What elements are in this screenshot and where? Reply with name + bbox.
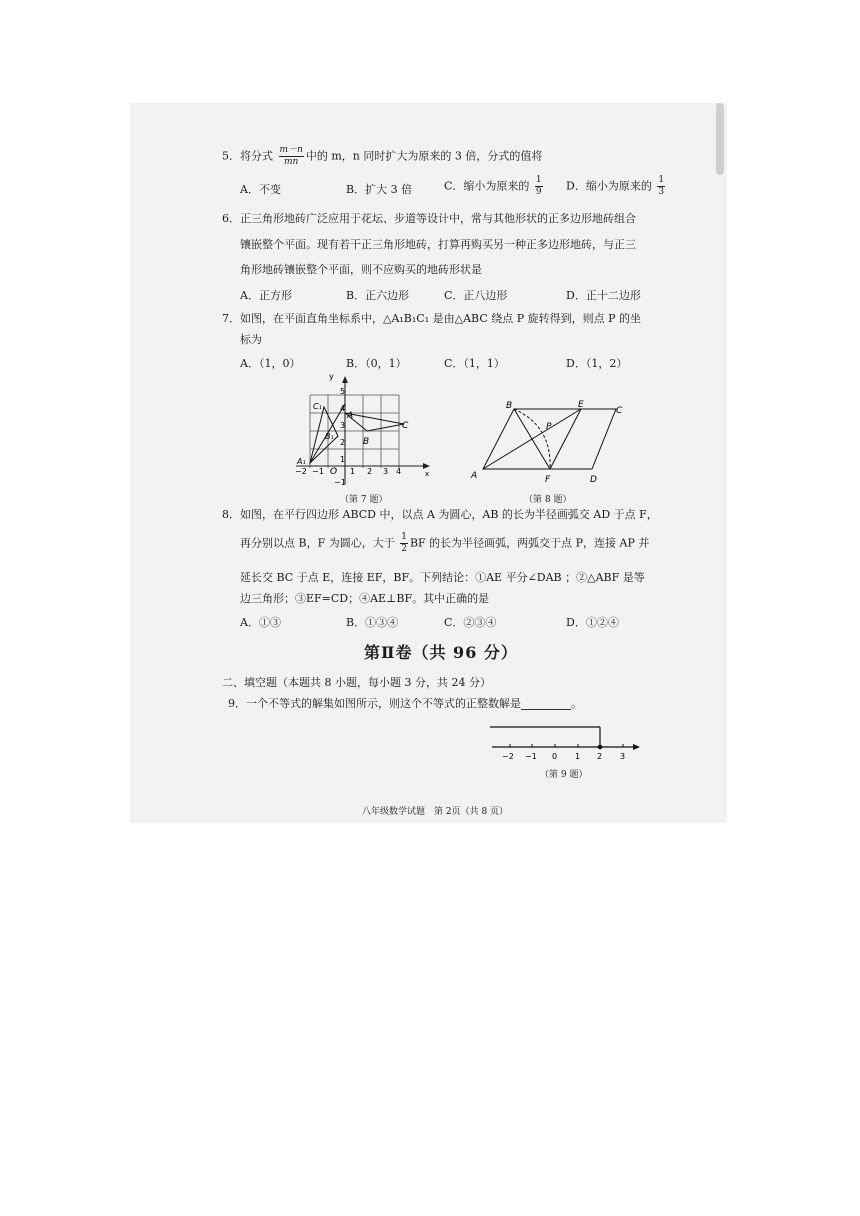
q6-line-1: 6．正三角形地砖广泛应用于花坛、步道等设计中，常与其他形状的正多边形地砖组合 [222, 212, 636, 225]
q6-line-3: 角形地砖镶嵌整个平面，则不应购买的地砖形状是 [240, 263, 482, 276]
q5-option-c[interactable]: C．缩小为原来的 $\frac{1}{9}$ [444, 175, 542, 197]
q7-y-tick: −1 [334, 478, 346, 487]
section-title: 第Ⅱ卷（共 96 分） [364, 643, 518, 662]
q7-option-c[interactable]: C．（1，1） [444, 357, 505, 370]
q8-parallelogram-figure [466, 396, 638, 488]
q8-line-2: 再分别以点 B，F 为圆心，大于 $\frac{1}{2}$ BF 的长为半径画弧，两弧交于点 P，连接 AP 并 [240, 532, 650, 554]
q8-point-b: B [506, 401, 513, 411]
q7-y-tick: 2 [340, 438, 346, 447]
q9-stem: 9．一个不等式的解集如图所示，则这个不等式的正整数解是 。 [228, 697, 582, 710]
q8-option-a[interactable]: A．①③ [240, 616, 281, 629]
q7-y-tick: 1 [340, 455, 346, 464]
q9-tick: −2 [502, 752, 514, 761]
q9-axis-arrow [633, 744, 640, 750]
q7-point-a: A [347, 411, 354, 421]
q7-figure-caption: （第 7 题） [340, 495, 388, 505]
q8-line-4: 边三角形；③EF=CD；④AE⊥BF。其中正确的是 [240, 592, 490, 605]
q7-x-tick: 2 [367, 467, 373, 476]
q7-y-tick: 3 [340, 421, 346, 430]
q7-point-c1: C₁ [313, 402, 322, 411]
page-footer: 八年级数学试题 第 2页（共 8 页） [362, 807, 509, 817]
q9-tick: 0 [552, 752, 558, 761]
q8-figure-caption: （第 8 题） [524, 495, 572, 505]
q8-point-e: E [578, 400, 584, 410]
q7-x-tick: −1 [312, 467, 324, 476]
q8-point-c: C [616, 406, 623, 416]
q8-point-d: D [590, 475, 597, 485]
q7-line-2: 标为 [240, 333, 262, 346]
q7-triangle-abc [345, 413, 404, 431]
q8-line-1: 8．如图，在平行四边形 ABCD 中，以点 A 为圆心，AB 的长为半径画弧交 AD 于点 F， [222, 508, 658, 521]
q5-option-a[interactable]: A．不变 [240, 183, 281, 196]
q6-option-b[interactable]: B．正六边形 [346, 289, 410, 302]
q7-y-label: y [329, 372, 334, 381]
q6-line-2: 镶嵌整个平面。现有若干正三角形地砖，打算再购买另一种正多边形地砖，与正三 [240, 238, 636, 251]
scrollbar-thumb[interactable] [716, 103, 724, 175]
q5-stem: 5．将分式 $\frac{m-n}{mn}$ 中的 m，n 同时扩大为原来的 3 倍，分式的值将 [222, 145, 543, 167]
q7-x-tick: 4 [396, 467, 402, 476]
q7-point-b: B [363, 437, 370, 447]
q7-x-tick: 1 [350, 467, 356, 476]
q5-option-d[interactable]: D．缩小为原来的 $\frac{1}{3}$ [566, 175, 665, 197]
q8-point-p: P [546, 422, 552, 432]
q7-x-label: x [425, 470, 430, 478]
q7-x-arrow [423, 463, 430, 469]
q5-fraction: $\frac{m-n}{mn}$ [279, 145, 303, 167]
q7-y-arrow [342, 376, 348, 383]
q8-line-3: 延长交 BC 于点 E，连接 EF，BF。下列结论：①AE 平分∠DAB ；②△ABF 是等 [240, 571, 645, 584]
q8-line-bf [514, 409, 550, 469]
q8-option-d[interactable]: D．①②④ [566, 616, 619, 629]
q7-y-tick: 4 [340, 404, 346, 413]
q7-point-a1: A₁ [297, 457, 306, 466]
q7-point-b1: B₁ [325, 432, 334, 441]
q7-option-a[interactable]: A．（1，0） [240, 357, 301, 370]
q9-answer-blank[interactable] [521, 699, 571, 710]
q7-origin-label: O [330, 467, 338, 477]
q8-point-f: F [545, 475, 551, 485]
q7-option-b[interactable]: B．（0，1） [346, 357, 407, 370]
q7-x-tick: 3 [383, 467, 389, 476]
q9-tick: 3 [620, 752, 626, 761]
q7-grid [310, 395, 399, 468]
q7-option-d[interactable]: D．（1，2） [566, 357, 628, 370]
q7-line-1: 7．如图，在平面直角坐标系中，△A₁B₁C₁ 是由△ABC 绕点 P 旋转得到，则点 P 的坐 [222, 312, 642, 325]
q9-figure-caption: （第 9 题） [540, 770, 588, 780]
q6-option-c[interactable]: C．正八边形 [444, 289, 508, 302]
q9-tick: −1 [525, 752, 537, 761]
q6-option-d[interactable]: D．正十二边形 [566, 289, 641, 302]
q7-triangle-a1b1c1 [310, 407, 338, 463]
q8-point-a: A [471, 471, 478, 481]
q9-tick: 1 [575, 752, 581, 761]
part-two-heading: 二、填空题（本题共 8 小题，每小题 3 分，共 24 分） [222, 676, 491, 689]
q7-coordinate-figure [292, 372, 442, 494]
q8-option-c[interactable]: C．②③④ [444, 616, 497, 629]
q7-point-c: C [402, 421, 409, 431]
q7-x-tick: −2 [295, 467, 307, 476]
q6-option-a[interactable]: A．正方形 [240, 289, 292, 302]
q8-option-b[interactable]: B．①③④ [346, 616, 399, 629]
q7-y-tick: 5 [340, 387, 346, 396]
q9-tick: 2 [597, 752, 603, 761]
q9-number-line [488, 720, 643, 764]
q5-option-b[interactable]: B．扩大 3 倍 [346, 183, 413, 196]
q8-fraction: $\frac{1}{2}$ [401, 532, 407, 554]
